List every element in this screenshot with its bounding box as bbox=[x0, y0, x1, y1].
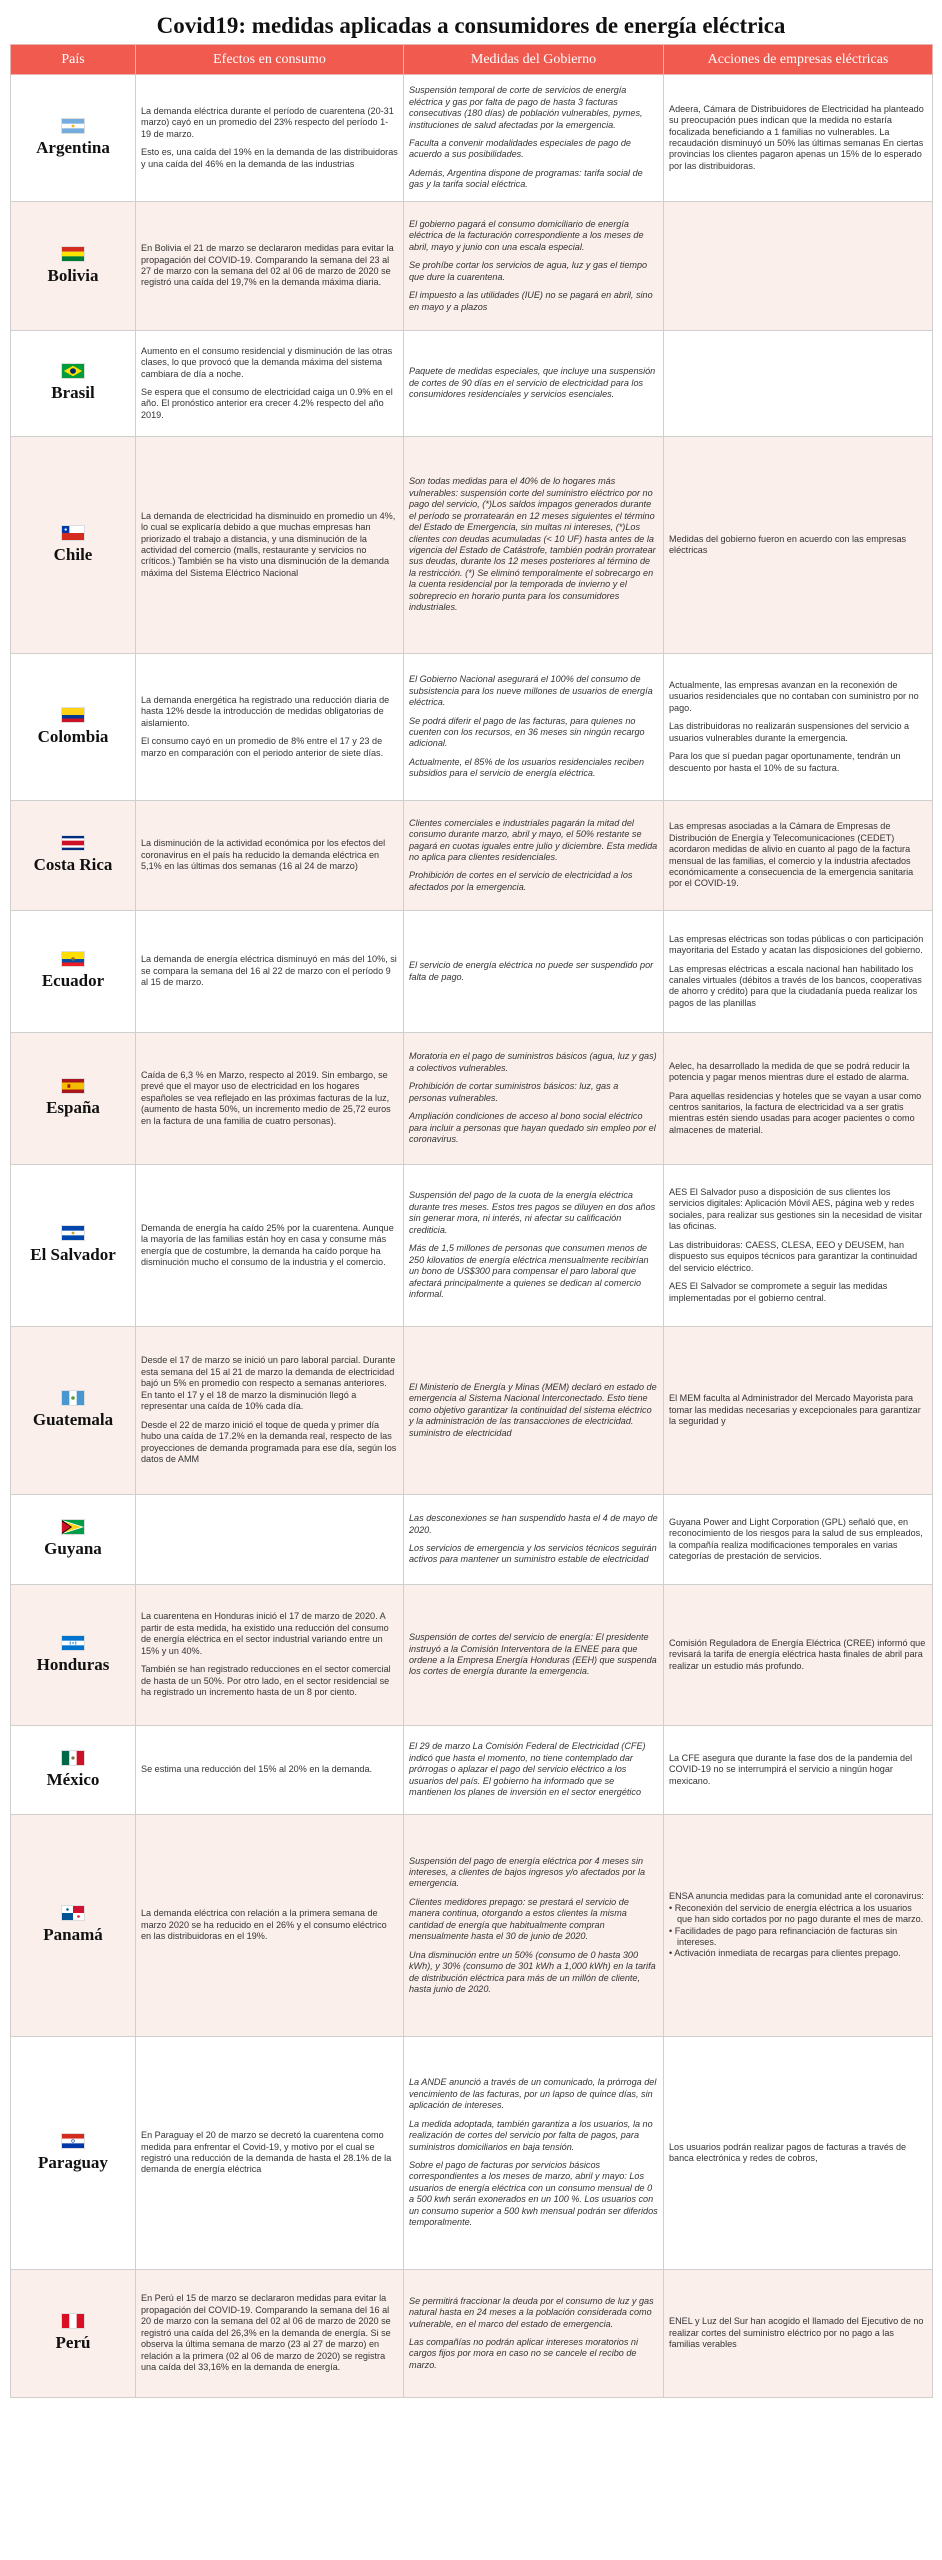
companies-cell-paragraph: AES El Salvador se compromete a seguir las medidas implementadas por el gobierno central. bbox=[669, 1281, 888, 1303]
argentina-flag-icon bbox=[61, 118, 85, 134]
government-cell bbox=[404, 331, 664, 437]
government-cell-paragraph: Suspensión del pago de la cuota de la energía eléctrica durante tres meses. Estos tres pagos se diluyen en dos años sin generar mora, ni interés, ni afectar su calificación crediticia. bbox=[409, 1190, 656, 1235]
effects-cell-paragraph: La demanda de electricidad ha disminuido en promedio un 4%, lo cual se explicaría debido a que muchas empresas han priorizado el trabajo a distancia, y una disminución de la actividad del comercio (malls, restaurante y servicios no críticos.) También se ha visto una disminución de la demanda máxima del Sistema Eléctrico Nacional bbox=[141, 510, 396, 578]
effects-cell-paragraph: Demanda de energía ha caído 25% por la cuarentena. Aunque la mayoría de las familias están hoy en casa y consume más energía que de costumbre, la demanda ha caído porque ha disminución mucho el consumo de la industria y el comercio. bbox=[141, 1222, 394, 1267]
companies-cell-paragraph: Para aquellas residencias y hoteles que se vayan a usar como centros sanitarios, la factura de electricidad va a ser gratis mientras estén siendo usadas para acoger pacientes o como almacenes de material. bbox=[669, 1090, 922, 1135]
government-cell bbox=[404, 437, 664, 654]
table-row bbox=[11, 1327, 933, 1495]
country-name: Honduras bbox=[36, 1654, 110, 1674]
government-cell-paragraph: Clientes comerciales e industriales pagarán la mitad del consumo durante marzo, abril y mayo, el 50% restante se pagará en cuotas iguales entre julio y diciembre. Esta medida no aplica para clientes residenciales. bbox=[409, 817, 658, 862]
guyana-flag-icon bbox=[61, 1519, 85, 1535]
government-cell-paragraph: Suspensión temporal de corte de servicios de energía eléctrica y gas por falta de pago de hasta 3 facturas consecutivas (180 días) de población vulnerables, pymes, instituciones de salud afectadas por la emergencia. bbox=[409, 85, 643, 130]
country-cell bbox=[11, 1726, 136, 1815]
companies-cell-paragraph: Guyana Power and Light Corporation (GPL) señaló que, en reconocimiento de los riesgos para la salud de sus empleados, la compañía realiza modificaciones temporales en varias categorías de prestación de servicios. bbox=[669, 1516, 923, 1561]
colombia-flag-icon bbox=[61, 707, 85, 723]
companies-list-item bbox=[669, 1948, 927, 1959]
government-cell bbox=[404, 911, 664, 1033]
effects-cell bbox=[136, 202, 404, 331]
government-cell-paragraph: El gobierno pagará el consumo domiciliario de energía eléctrica de la facturación correspondiente a los meses de abril, mayo y junio con una escala especial. bbox=[409, 218, 644, 252]
bolivia-flag-icon bbox=[61, 246, 85, 262]
government-cell-paragraph: Se podrá diferir el pago de las facturas, para quienes no cuenten con los recursos, en 36 meses sin ningún recargo adicional. bbox=[409, 715, 645, 749]
table-row bbox=[11, 1033, 933, 1165]
companies-cell-paragraph: AES El Salvador puso a disposición de sus clientes los servicios digitales: Aplicación Móvil AES, página web y redes sociales, para realizar sus gestiones sin la necesidad de visitar las oficinas. bbox=[669, 1186, 923, 1232]
table-row bbox=[11, 2037, 933, 2270]
table-row bbox=[11, 1585, 933, 1726]
companies-cell bbox=[664, 202, 933, 331]
country-name: Paraguay bbox=[38, 2152, 108, 2172]
government-cell bbox=[404, 202, 664, 331]
page-title: Covid19: medidas aplicadas a consumidores de energía eléctrica bbox=[156, 13, 786, 38]
government-cell bbox=[404, 1726, 664, 1815]
country-name: Ecuador bbox=[41, 971, 105, 991]
companies-cell bbox=[664, 2037, 933, 2270]
country-name: Panamá bbox=[43, 1925, 103, 1945]
companies-cell bbox=[664, 1495, 933, 1585]
header-effects: Efectos en consumo bbox=[136, 45, 404, 75]
government-cell-paragraph: Ampliación condiciones de acceso al bono social eléctrico para incluir a personas que hayan quedado sin empleo por el coronavirus. bbox=[409, 1111, 656, 1145]
government-cell-paragraph: Moratoria en el pago de suministros básicos (agua, luz y gas) a colectivos vulnerables. bbox=[409, 1051, 657, 1073]
effects-cell-paragraph: Aumento en el consumo residencial y disminución de las otras clases, lo que provocó que la demanda máxima del sistema cambiara de día a noche. bbox=[141, 345, 393, 379]
companies-cell-paragraph: El MEM faculta al Administrador del Mercado Mayorista para tomar las medidas necesarias y excepcionales para garantizar la seguridad y bbox=[669, 1393, 921, 1427]
government-cell-paragraph: Prohibición de cortar suministros básicos: luz, gas a personas vulnerables. bbox=[409, 1081, 619, 1103]
government-cell-paragraph: El servicio de energía eléctrica no puede ser suspendido por falta de pago. bbox=[409, 960, 654, 982]
table-row bbox=[11, 202, 933, 331]
companies-cell-paragraph: ENEL y Luz del Sur han acogido el llamado del Ejecutivo de no realizar cortes del suministro eléctrico por no pago a las familias verables bbox=[669, 2316, 924, 2350]
companies-cell bbox=[664, 1726, 933, 1815]
table-header bbox=[11, 45, 933, 75]
government-cell-paragraph: La medida adoptada, también garantiza a los usuarios, la no realización de cortes del servicio por falta de pagos, para suministros domiciliarios en baja tensión. bbox=[409, 2118, 653, 2152]
country-cell bbox=[11, 654, 136, 801]
companies-cell-paragraph: Para los que sí puedan pagar oportunamente, tendrán un descuento por hasta el 10% de su factura. bbox=[669, 751, 901, 773]
government-cell bbox=[404, 75, 664, 202]
government-cell-paragraph: Suspensión de cortes del servicio de energía: El presidente instruyó a la Comisión Interventora de la ENEE para que ordene a la Empresa Energía Honduras (EEH) que suspenda los cortes de energía durante la emergencia. bbox=[409, 1632, 657, 1677]
companies-cell-paragraph: Medidas del gobierno fueron en acuerdo con las empresas eléctricas bbox=[669, 533, 907, 555]
companies-cell bbox=[664, 437, 933, 654]
honduras-flag-icon bbox=[61, 1635, 85, 1651]
government-cell-paragraph: Paquete de medidas especiales, que incluye una suspensión de cortes de 90 días en el servicio de electricidad para los consumidores residenciales y servicios esenciales. bbox=[409, 366, 656, 400]
costa-rica-flag-icon bbox=[61, 835, 85, 851]
chile-flag-icon bbox=[61, 525, 85, 541]
companies-list-text: Reconexión del servicio de energía eléctrica a los usuarios que han sido cortados por no pago durante el mes de marzo. bbox=[674, 1902, 924, 1925]
measures-table bbox=[10, 44, 933, 2398]
table-row bbox=[11, 331, 933, 437]
companies-cell bbox=[664, 75, 933, 202]
effects-cell-paragraph: Se estima una reducción del 15% al 20% en la demanda. bbox=[141, 1764, 373, 1775]
country-cell bbox=[11, 911, 136, 1033]
country-cell bbox=[11, 1327, 136, 1495]
country-name: España bbox=[46, 1098, 100, 1118]
companies-cell-paragraph: Adeera, Cámara de Distribuidores de Electricidad ha planteado su preocupación pues indican que la medida no estaría focalizada beneficiando a 1 familias no vulnerables. La recaudación disminuyó un 50% las últimas semanas En ciertas provincias los clientes pagaron apenas un 15% de lo esperado por las distribuidoras. bbox=[669, 103, 924, 171]
bullet-icon: • bbox=[669, 1948, 675, 1959]
effects-cell bbox=[136, 801, 404, 911]
effects-cell-paragraph: En Perú el 15 de marzo se declararon medidas para evitar la propagación del COVID-19. Comparando la semana del 16 al 20 de marzo con la semana del 02 al 06 de marzo de 2020 se registró una caída del 26,3% en la demanda de energía. Si se observa la última semana de marzo (23 al 27 de marzo) en relación a la primera (02 al 06 de marzo de 2020) se registra una caída del 33,16% en la demanda de energía. bbox=[141, 2293, 391, 2373]
companies-intro: ENSA anuncia medidas para la comunidad ante el coronavirus: bbox=[669, 1891, 924, 1902]
country-cell bbox=[11, 1585, 136, 1726]
companies-cell-paragraph: Las distribuidoras no realizarán suspensiones del servicio a usuarios vulnerables durante la emergencia. bbox=[669, 721, 910, 743]
government-cell-paragraph: Prohibición de cortes en el servicio de electricidad a los afectados por la emergencia. bbox=[409, 870, 633, 892]
effects-cell-paragraph: La demanda energética ha registrado una reducción diaria de hasta 12% desde la introducción de medidas obligatorias de aislamiento. bbox=[141, 694, 390, 728]
table-row bbox=[11, 911, 933, 1033]
effects-cell-paragraph: Caída de 6,3 % en Marzo, respecto al 2019. Sin embargo, se prevé que el mayor uso de electricidad en los hogares españoles se vea reflejado en las próximas facturas de la luz, (aumento de hasta 50%, un incremento medio de 25,72 euros en la factura de una familia de cuatro personas). bbox=[141, 1069, 391, 1126]
effects-cell-paragraph: Desde el 22 de marzo inició el toque de queda y primer día hubo una caída de 17.2% en la demanda real, respecto de las proyecciones de demanda programada para ese día, según los datos de AMM bbox=[141, 1419, 397, 1465]
country-name: Colombia bbox=[37, 726, 109, 746]
effects-cell bbox=[136, 1327, 404, 1495]
effects-cell bbox=[136, 2270, 404, 2398]
companies-cell bbox=[664, 801, 933, 911]
country-cell bbox=[11, 801, 136, 911]
brasil-flag-icon bbox=[61, 363, 85, 379]
effects-cell-paragraph: También se han registrado reducciones en el sector comercial de hasta de un 50%. Por otro lado, en el sector residencial se ha registrado un incremento hasta de un 8 por ciento. bbox=[141, 1664, 391, 1698]
table-row bbox=[11, 75, 933, 202]
companies-cell-paragraph: Los usuarios podrán realizar pagos de facturas a través de banca electrónica y redes de cobros, bbox=[669, 2141, 907, 2163]
country-cell bbox=[11, 1495, 136, 1585]
country-cell bbox=[11, 2270, 136, 2398]
government-cell-paragraph: Se prohíbe cortar los servicios de agua, luz y gas el tiempo que dure la cuarentena. bbox=[409, 260, 648, 282]
paraguay-flag-icon bbox=[61, 2133, 85, 2149]
country-name: Chile bbox=[53, 544, 93, 564]
government-cell-paragraph: Más de 1,5 millones de personas que consumen menos de 250 kilovatios de energía eléctrica mensualmente recibirían un bono de US$300 para compensar el paro laboral que afectará principalmente a quienes se dedican al comercio informal. bbox=[409, 1243, 649, 1300]
companies-cell bbox=[664, 1815, 933, 2037]
government-cell bbox=[404, 1327, 664, 1495]
effects-cell bbox=[136, 1585, 404, 1726]
companies-cell bbox=[664, 654, 933, 801]
effects-cell bbox=[136, 75, 404, 202]
country-name: Costa Rica bbox=[33, 855, 113, 875]
bullet-icon: • bbox=[669, 1925, 675, 1936]
effects-cell bbox=[136, 1726, 404, 1815]
effects-cell-paragraph: El consumo cayó en un promedio de 8% entre el 17 y 23 de marzo en comparación con el periodo anterior de siete días. bbox=[141, 736, 384, 758]
companies-cell bbox=[664, 2270, 933, 2398]
effects-cell-paragraph: En Paraguay el 20 de marzo se decretó la cuarentena como medida para enfrentar el Covid-19, y motivo por el cual se registró una reducción de la demanda de hasta el 28.1% de la demanda de energía eléctrica bbox=[141, 2130, 392, 2175]
ecuador-flag-icon bbox=[61, 951, 85, 967]
effects-cell bbox=[136, 1495, 404, 1585]
effects-cell-paragraph: En Bolivia el 21 de marzo se declararon medidas para evitar la propagación del COVID-19. Comparando la semana del 23 al 27 de marzo con la semana del 02 al 06 de marzo de 2020 se registró una caída del 19,7% en la demanda máxima diaria. bbox=[141, 243, 394, 288]
government-cell bbox=[404, 801, 664, 911]
effects-cell-paragraph: La demanda eléctrica durante el período de cuarentena (20-31 marzo) cayó en un promedio del 23% respecto del período 1-19 de marzo. bbox=[141, 105, 394, 139]
peru-flag-icon bbox=[61, 2313, 85, 2329]
effects-cell-paragraph: Esto es, una caída del 19% en la demanda de las distribuidoras y una caída del 46% en la demanda de las industrias bbox=[141, 147, 398, 169]
country-cell bbox=[11, 331, 136, 437]
effects-cell-paragraph: Desde el 17 de marzo se inició un paro laboral parcial. Durante esta semana del 15 al 21 de marzo la demanda de electricidad bajó un 5% en promedio con respecto a semanas anteriores. En tanto el 17 y el 18 de marzo la disminución llegó a representar una caída de 10% cada día. bbox=[141, 1355, 396, 1412]
government-cell-paragraph: El Gobierno Nacional asegurará el 100% del consumo de subsistencia para los nueve millones de usuarios de energía eléctrica. bbox=[409, 674, 653, 708]
companies-cell bbox=[664, 1585, 933, 1726]
el-salvador-flag-icon bbox=[61, 1225, 85, 1241]
government-cell-paragraph: Las desconexiones se han suspendido hasta el 4 de mayo de 2020. bbox=[409, 1513, 658, 1535]
effects-cell-paragraph: La disminución de la actividad económica por los efectos del coronavirus en el país ha reducido la demanda eléctrica en 5,1% en las últimas dos semanas (16 al 24 de marzo) bbox=[141, 838, 386, 872]
effects-cell-paragraph: La demanda de energía eléctrica disminuyó en más del 10%, si se compara la semana del 16 al 22 de marzo con el período 9 al 15 de marzo. bbox=[141, 954, 397, 988]
country-name: Brasil bbox=[51, 383, 95, 403]
government-cell bbox=[404, 1815, 664, 2037]
table-row bbox=[11, 1726, 933, 1815]
header-companies: Acciones de empresas eléctricas bbox=[664, 45, 933, 75]
government-cell-paragraph: El Ministerio de Energía y Minas (MEM) declaró en estado de emergencia al Sistema Nacional Interconectado. Esto tiene como objetivo garantizar la continuidad del sistema eléctrico y la administración de las transacciones de electricidad. suministro de electricidad bbox=[409, 1381, 657, 1438]
government-cell-paragraph: La ANDE anunció a través de un comunicado, la prórroga del vencimiento de las facturas, por un lapso de quince días, sin aplicación de intereses. bbox=[409, 2077, 657, 2111]
country-cell bbox=[11, 75, 136, 202]
header-government: Medidas del Gobierno bbox=[404, 45, 664, 75]
table-row bbox=[11, 1495, 933, 1585]
header-country: País bbox=[11, 45, 136, 75]
effects-cell bbox=[136, 1165, 404, 1327]
table-row bbox=[11, 1165, 933, 1327]
companies-list-text: Activación inmediata de recargas para clientes prepago. bbox=[674, 1948, 901, 1959]
government-cell-paragraph: Faculta a convenir modalidades especiales de pago de acuerdo a sus posibilidades. bbox=[409, 138, 631, 160]
government-cell bbox=[404, 2037, 664, 2270]
companies-cell bbox=[664, 1327, 933, 1495]
companies-cell bbox=[664, 1165, 933, 1327]
country-cell bbox=[11, 2037, 136, 2270]
effects-cell bbox=[136, 2037, 404, 2270]
government-cell bbox=[404, 1495, 664, 1585]
guatemala-flag-icon bbox=[61, 1390, 85, 1406]
table-row bbox=[11, 437, 933, 654]
companies-cell bbox=[664, 331, 933, 437]
companies-cell-paragraph: Las distribuidoras: CAESS, CLESA, EEO y DEUSEM, han dispuesto sus equipos técnicos para garantizar la continuidad del servicio eléctrico. bbox=[669, 1239, 918, 1273]
government-cell-paragraph: Son todas medidas para el 40% de lo hogares más vulnerables: suspensión corte del suministro eléctrico por no pago del servicio, (*)Los saldos impagos generados durante el período se prorratearán en 12 meses siguientes el término del Estado de Emergencia, sin multas ni intereses, (*)Los clientes con deudas acumuladas (< 10 UF) hasta antes de la vigencia del Estado de Catástrofe, también podrán prorratear sus deudas, durante los 12 meses posteriores al término de la restricción. (*) Se eliminó temporalmente el sobrecargo en la cuenta residencial por la temporada de invierno y el sobreprecio en horario punta para los consumidores industriales. bbox=[409, 476, 656, 613]
effects-cell bbox=[136, 331, 404, 437]
government-cell bbox=[404, 2270, 664, 2398]
companies-list-item bbox=[669, 1926, 927, 1949]
government-cell bbox=[404, 1033, 664, 1165]
country-name: Guyana bbox=[44, 1539, 102, 1559]
country-cell bbox=[11, 1165, 136, 1327]
government-cell-paragraph: Se permitirá fraccionar la deuda por el consumo de luz y gas natural hasta en 24 meses a la población considerada como vulnerable, en el marco del estado de emergencia. bbox=[409, 2295, 654, 2329]
companies-cell-paragraph: La CFE asegura que durante la fase dos de la pandemia del COVID-19 no se interrumpirá el servicio a ningún hogar mexicano. bbox=[669, 1752, 913, 1786]
table-row bbox=[11, 801, 933, 911]
government-cell bbox=[404, 1165, 664, 1327]
government-cell-paragraph: Una disminución entre un 50% (consumo de 0 hasta 300 kWh), y 30% (consumo de 301 kWh a 1,000 kWh) en la tarifa de distribución eléctrica para más de un millón de cliente, hasta junio de 2020. bbox=[409, 1949, 656, 1995]
government-cell-paragraph: Suspensión del pago de energía eléctrica por 4 meses sin intereses, a clientes de bajos ingresos y/o afectados por la emergencia. bbox=[409, 1855, 646, 1889]
effects-cell bbox=[136, 1815, 404, 2037]
government-cell-paragraph: Actualmente, el 85% de los usuarios residenciales reciben subsidios para el servicio de energía eléctrica. bbox=[409, 756, 645, 779]
companies-list-text: Facilidades de pago para refinanciación de facturas sin intereses. bbox=[674, 1925, 898, 1947]
effects-cell bbox=[136, 654, 404, 801]
country-name: Perú bbox=[55, 2333, 91, 2353]
government-cell-paragraph: Las compañías no podrán aplicar intereses moratorios ni cargos fijos por mora en caso no se cancele el recibo de marzo. bbox=[409, 2337, 638, 2370]
country-name: Guatemala bbox=[32, 1410, 114, 1430]
table-row bbox=[11, 1815, 933, 2037]
country-cell bbox=[11, 202, 136, 331]
companies-cell-paragraph: Las empresas asociadas a la Cámara de Empresas de Distribución de Energía y Telecomunicaciones (CEDET) acordaron medidas de alivio en cuanto al pago de la factura mensual de las familias, el comercio y la industria afectados económicamente a consecuencia de la emergencia sanitaria por el COVID-19. bbox=[669, 821, 914, 889]
government-cell bbox=[404, 1585, 664, 1726]
panama-flag-icon bbox=[61, 1905, 85, 1921]
government-cell-paragraph: Sobre el pago de facturas por servicios básicos correspondientes a los meses de marzo, abril y mayo: Los usuarios de energía eléctrica con un consumo mensual de 0 a 500 kwh serán exonerados en un 100 %. Los usuarios con un consumo superior a 500 kwh mensual podrán ser diferidos temporalmente. bbox=[409, 2160, 658, 2228]
country-name: Bolivia bbox=[47, 265, 99, 285]
effects-cell-paragraph: Se espera que el consumo de electricidad caiga un 0.9% en el año. El pronóstico anterior era crecer 4.2% respecto del año 2019. bbox=[141, 387, 393, 420]
government-cell-paragraph: El impuesto a las utilidades (IUE) no se pagará en abril, sino en mayo y a plazos bbox=[409, 290, 653, 312]
government-cell-paragraph: Los servicios de emergencia y los servicios técnicos seguirán activos para mantener un suministro estable de electricidad bbox=[409, 1543, 657, 1565]
companies-cell bbox=[664, 1033, 933, 1165]
country-cell bbox=[11, 1815, 136, 2037]
espana-flag-icon bbox=[61, 1078, 85, 1094]
table-row bbox=[11, 654, 933, 801]
effects-cell bbox=[136, 911, 404, 1033]
government-cell bbox=[404, 654, 664, 801]
table-body bbox=[11, 75, 933, 2398]
effects-cell-paragraph: La demanda eléctrica con relación a la primera semana de marzo 2020 se ha reducido en el 26% y el consumo eléctrico en las distribuidoras en el 19%. bbox=[141, 1908, 387, 1942]
government-cell-paragraph: Clientes medidores prepago: se prestará el servicio de manera continua, otorgando a estos clientes la misma cantidad de energía que habitualmente compran mensualmente hasta el 30 de junio de 2020. bbox=[409, 1896, 629, 1942]
companies-cell-paragraph: Actualmente, las empresas avanzan en la reconexión de usuarios residenciales que no contaban con suministro por no pago. bbox=[669, 679, 919, 713]
companies-cell-paragraph: Las empresas eléctricas son todas públicas o con participación mayoritaria del Estado y acatan las disposiciones del gobierno. bbox=[669, 933, 924, 956]
government-cell-paragraph: Además, Argentina dispone de programas: tarifa social de gas y la tarifa social eléctrica. bbox=[409, 167, 643, 190]
country-name: El Salvador bbox=[30, 1245, 116, 1265]
companies-cell-paragraph: Aelec, ha desarrollado la medida de que se podrá reducir la potencia y pagar menos mientras dure el estado de alarma. bbox=[669, 1060, 910, 1083]
country-name: Argentina bbox=[36, 137, 110, 157]
companies-cell bbox=[664, 911, 933, 1033]
effects-cell-paragraph: La cuarentena en Honduras inició el 17 de marzo de 2020. A partir de esta medida, ha existido una reducción del consumo de energía eléctrica en el sector industrial variando entre un 15% y un 40%. bbox=[141, 1611, 389, 1656]
bullet-icon: • bbox=[669, 1902, 675, 1913]
mexico-flag-icon bbox=[61, 1750, 85, 1766]
country-name: México bbox=[46, 1769, 100, 1789]
companies-cell-paragraph: Las empresas eléctricas a escala nacional han habilitado los canales virtuales (débitos a través de los bancos, cooperativas de ahorro y crédito) para que la ciudadanía pueda realizar los pagos de las planillas bbox=[669, 963, 922, 1008]
effects-cell bbox=[136, 1033, 404, 1165]
country-cell bbox=[11, 1033, 136, 1165]
companies-cell-paragraph: Comisión Reguladora de Energía Eléctrica (CREE) informó que revisará la tarifa de energía eléctrica hasta finales de abril para realizar un estudio más profundo. bbox=[669, 1637, 926, 1671]
country-cell bbox=[11, 437, 136, 654]
effects-cell bbox=[136, 437, 404, 654]
companies-list-item bbox=[669, 1903, 927, 1926]
table-row bbox=[11, 2270, 933, 2398]
government-cell-paragraph: El 29 de marzo La Comisión Federal de Electricidad (CFE) indicó que hasta el momento, no tiene contemplado dar prórrogas o aplazar el pago del servicio eléctrico a los usuarios del país. El gobierno ha informado que se mantienen los planes de inversión en el sector energético bbox=[409, 1741, 646, 1798]
